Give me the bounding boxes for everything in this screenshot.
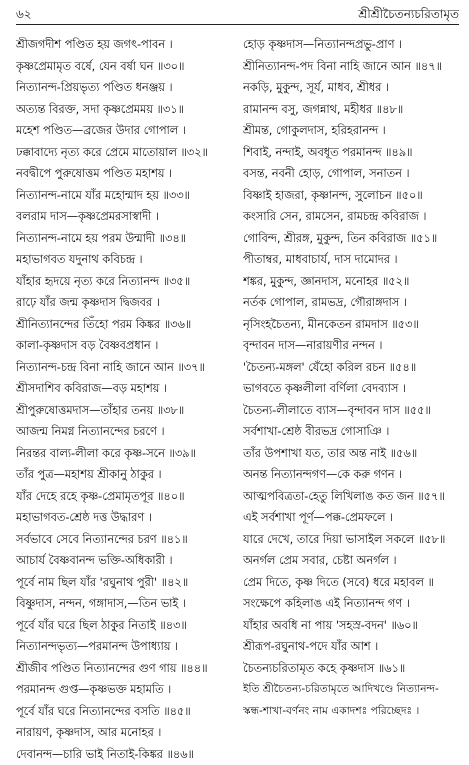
verse-line: নিত্যানন্দভৃত্য—পরমানন্দ উপাধ্যায় । — [16, 636, 232, 658]
verse-line: নর্তক গোপাল, রামভদ্র, গৌরাঙ্গদাস । — [243, 292, 459, 314]
running-title: শ্রীশ্রীচৈতন্যচরিতামৃত — [358, 6, 459, 26]
verse-line: এই সর্বশাখা পূর্ণ—পক্ক-প্রেমফলে । — [243, 507, 459, 529]
verse-line: তাঁর উপশাখা যত, তার অন্ত নাই ॥৫৬॥ — [243, 443, 459, 465]
verse-line: চৈতন্যচরিতামৃত কহে কৃষ্ণদাস ॥৬১॥ — [243, 658, 459, 680]
verse-line: বিষ্ণাই হাজরা, কৃষ্ণানন্দ, সুলোচন ॥৫০॥ — [243, 185, 459, 207]
page-header — [16, 4, 459, 24]
verse-line: ঢক্কাবাদ্যে নৃত্য করে প্রেমে মাতোয়াল ॥৩২॥ — [16, 142, 232, 164]
verse-line: শ্রীজগদীশ পণ্ডিত হয় জগৎ-পাবন । — [16, 34, 232, 56]
verse-line: পূর্বে যাঁর ঘরে ছিল ঠাকুর নিতাই ॥৪৩॥ — [16, 615, 232, 637]
verse-line: কংসারি সেন, রামসেন, রামচন্দ্র কবিরাজ । — [243, 206, 459, 228]
verse-line: বৃন্দাবন দাস—নারায়ণীর নন্দন । — [243, 335, 459, 357]
verse-line: কৃষ্ণপ্রেমামৃত বর্ষে, যেন বর্ষা ঘন ॥৩০॥ — [16, 56, 232, 78]
verse-line: মহাভাগবত যদুনাথ কবিচন্দ্র । — [16, 249, 232, 271]
verse-line: শ্রীমন্ত, গোকুলদাস, হরিহরানন্দ । — [243, 120, 459, 142]
verse-line: নিত্যানন্দ-নামে হয় পরম উন্মাদী ॥৩৪॥ — [16, 228, 232, 250]
verse-line: নিরন্তর বাল্য-লীলা করে কৃষ্ণ-সনে ॥৩৯॥ — [16, 443, 232, 465]
verse-line: শ্রীনিত্যানন্দের তিঁহো পরম কিঙ্কর ॥৩৬॥ — [16, 314, 232, 336]
verse-line: শ্রীপুরুষোত্তমদাস—তাঁহার তনয় ॥৩৮॥ — [16, 400, 232, 422]
verse-line: ইতি শ্রীচৈতন্য-চরিতামৃতে আদিখণ্ডে নিত্যানন্দ- — [243, 679, 459, 701]
verse-line: কালা-কৃষ্ণদাস বড় বৈষ্ণবপ্রধান । — [16, 335, 232, 357]
verse-line: শ্রীরূপ-রঘুনাথ-পদে যাঁর আশ । — [243, 636, 459, 658]
verse-line: বলরাম দাস—কৃষ্ণপ্রেমরসাস্বাদী । — [16, 206, 232, 228]
verse-line: যারে দেখে, তারে দিয়া ভাসাইল সকলে ॥৫৮॥ — [243, 529, 459, 551]
verse-line: শঙ্কর, মুকুন্দ, জ্ঞানদাস, মনোহর ॥৫২॥ — [243, 271, 459, 293]
verse-line: ভাগবতে কৃষ্ণলীলা বর্ণিলা বেদব্যাস । — [243, 378, 459, 400]
verse-line: শ্রীসদাশিব কবিরাজ—বড় মহাশয় । — [16, 378, 232, 400]
verse-line: পরমানন্দ গুপ্ত—কৃষ্ণভক্ত মহামতি । — [16, 679, 232, 701]
verse-line: স্কন্ধ-শাখা-বর্ণনং নাম একাদশঃ পরিচ্ছেদঃ । — [243, 701, 459, 723]
verse-line: নকড়ি, মুকুন্দ, সূর্য, মাধব, শ্রীধর । — [243, 77, 459, 99]
verse-line: সর্বভাবে সেবে নিত্যানন্দের চরণ ॥৪১॥ — [16, 529, 232, 551]
verse-line: চৈতন্য-লীলাতে ব্যাস—বৃন্দাবন দাস ॥৫৫॥ — [243, 400, 459, 422]
verse-line: যাঁহার হৃদয়ে নৃত্য করে নিত্যানন্দ ॥৩৫॥ — [16, 271, 232, 293]
verse-line: নারায়ণ, কৃষ্ণদাস, আর মনোহর । — [16, 722, 232, 744]
verse-line: রামানন্দ বসু, জগন্নাথ, মহীধর ॥৪৮॥ — [243, 99, 459, 121]
verse-line: শ্রীনিত্যানন্দ-পদ বিনা নাহি জানে আন ॥৪৭॥ — [243, 56, 459, 78]
verse-line: নবদ্বীপে পুরুষোত্তম পণ্ডিত মহাশয় । — [16, 163, 232, 185]
page-number: ৬২ — [16, 6, 32, 26]
verse-line: শ্রীজীব পণ্ডিত নিত্যানন্দের গুণ গায় ॥৪৪॥ — [16, 658, 232, 680]
verse-line: গোবিন্দ, শ্রীরঙ্গ, মুকুন্দ, তিন কবিরাজ ॥৫১॥ — [243, 228, 459, 250]
verse-line: রাঢ়ে যাঁর জন্ম কৃষ্ণদাস দ্বিজবর । — [16, 292, 232, 314]
left-column — [16, 34, 232, 765]
verse-line: নিত্যানন্দ-প্রিয়ভৃত্য পণ্ডিত ধনঞ্জয় । — [16, 77, 232, 99]
verse-line: আজন্ম নিমগ্ন নিত্যানন্দের চরণে । — [16, 421, 232, 443]
verse-line: সর্বশাখা-শ্রেষ্ঠ বীরভদ্র গোসাঞি । — [243, 421, 459, 443]
verse-line: অনর্গল প্রেম সবার, চেষ্টা অনর্গল । — [243, 550, 459, 572]
verse-line: নিত্যানন্দ-নামে যাঁর মহোন্মাদ হয় ॥৩৩॥ — [16, 185, 232, 207]
verse-line: আত্মপবিত্রতা-হেতু লিখিলাঙ কত জন ॥৫৭॥ — [243, 486, 459, 508]
verse-line: তাঁর পুত্র—মহাশয় শ্রীকানু ঠাকুর । — [16, 464, 232, 486]
verse-line: 'চৈতন্য-মঙ্গল' যেঁহো করিল রচন ॥৫৪॥ — [243, 357, 459, 379]
verse-line: দেবানন্দ—চারি ভাই নিতাই-কিঙ্কর ॥৪৬॥ — [16, 744, 232, 765]
verse-line: আচার্য বৈষ্ণবানন্দ ভক্তি-অধিকারী । — [16, 550, 232, 572]
verse-line: নিত্যানন্দ-চন্দ্র বিনা নাহি জানে আন ॥৩৭॥ — [16, 357, 232, 379]
verse-line: মহাভাগবত-শ্রেষ্ঠ দত্ত উদ্ধারণ । — [16, 507, 232, 529]
verse-line: মহেশ পণ্ডিত—ব্রজের উদার গোপাল । — [16, 120, 232, 142]
verse-line: বসন্ত, নবনী হোড়, গোপাল, সনাতন । — [243, 163, 459, 185]
verse-line: পূর্বে যাঁর ঘরে নিত্যানন্দের বসতি ॥৪৫॥ — [16, 701, 232, 723]
right-column — [243, 34, 459, 722]
verse-line: সংক্ষেপে কহিলাঙ এই নিত্যানন্দ গণ । — [243, 593, 459, 615]
verse-line: প্রেম দিতে, কৃষ্ণ দিতে (সবে) ধরে মহাবল ॥ — [243, 572, 459, 594]
verse-line: বিষ্ণুদাস, নন্দন, গঙ্গাদাস,—তিন ভাই । — [16, 593, 232, 615]
verse-line: অত্যন্ত বিরক্ত, সদা কৃষ্ণপ্রেমময় ॥৩১॥ — [16, 99, 232, 121]
header-rule — [16, 24, 459, 25]
verse-line: হোড় কৃষ্ণদাস—নিত্যানন্দপ্রভু-প্রাণ । — [243, 34, 459, 56]
verse-line: যাঁহার অবধি না পায় 'সহস্র-বদন' ॥৬০॥ — [243, 615, 459, 637]
verse-line: পীতাম্বর, মাধবাচার্য, দাস দামোদর । — [243, 249, 459, 271]
verse-line: নৃসিংহচৈতন্য, মীনকেতন রামদাস ॥৫৩॥ — [243, 314, 459, 336]
verse-line: যাঁর দেহে রহে কৃষ্ণ-প্রেমামৃতপূর ॥৪০॥ — [16, 486, 232, 508]
verse-line: পূর্বে নাম ছিল যাঁর 'রঘুনাথ পুরী' ॥৪২॥ — [16, 572, 232, 594]
verse-line: অনন্ত নিত্যানন্দগণ—কে করু গণন । — [243, 464, 459, 486]
verse-line: শিবাই, নন্দাই, অবধূত পরমানন্দ ॥৪৯॥ — [243, 142, 459, 164]
